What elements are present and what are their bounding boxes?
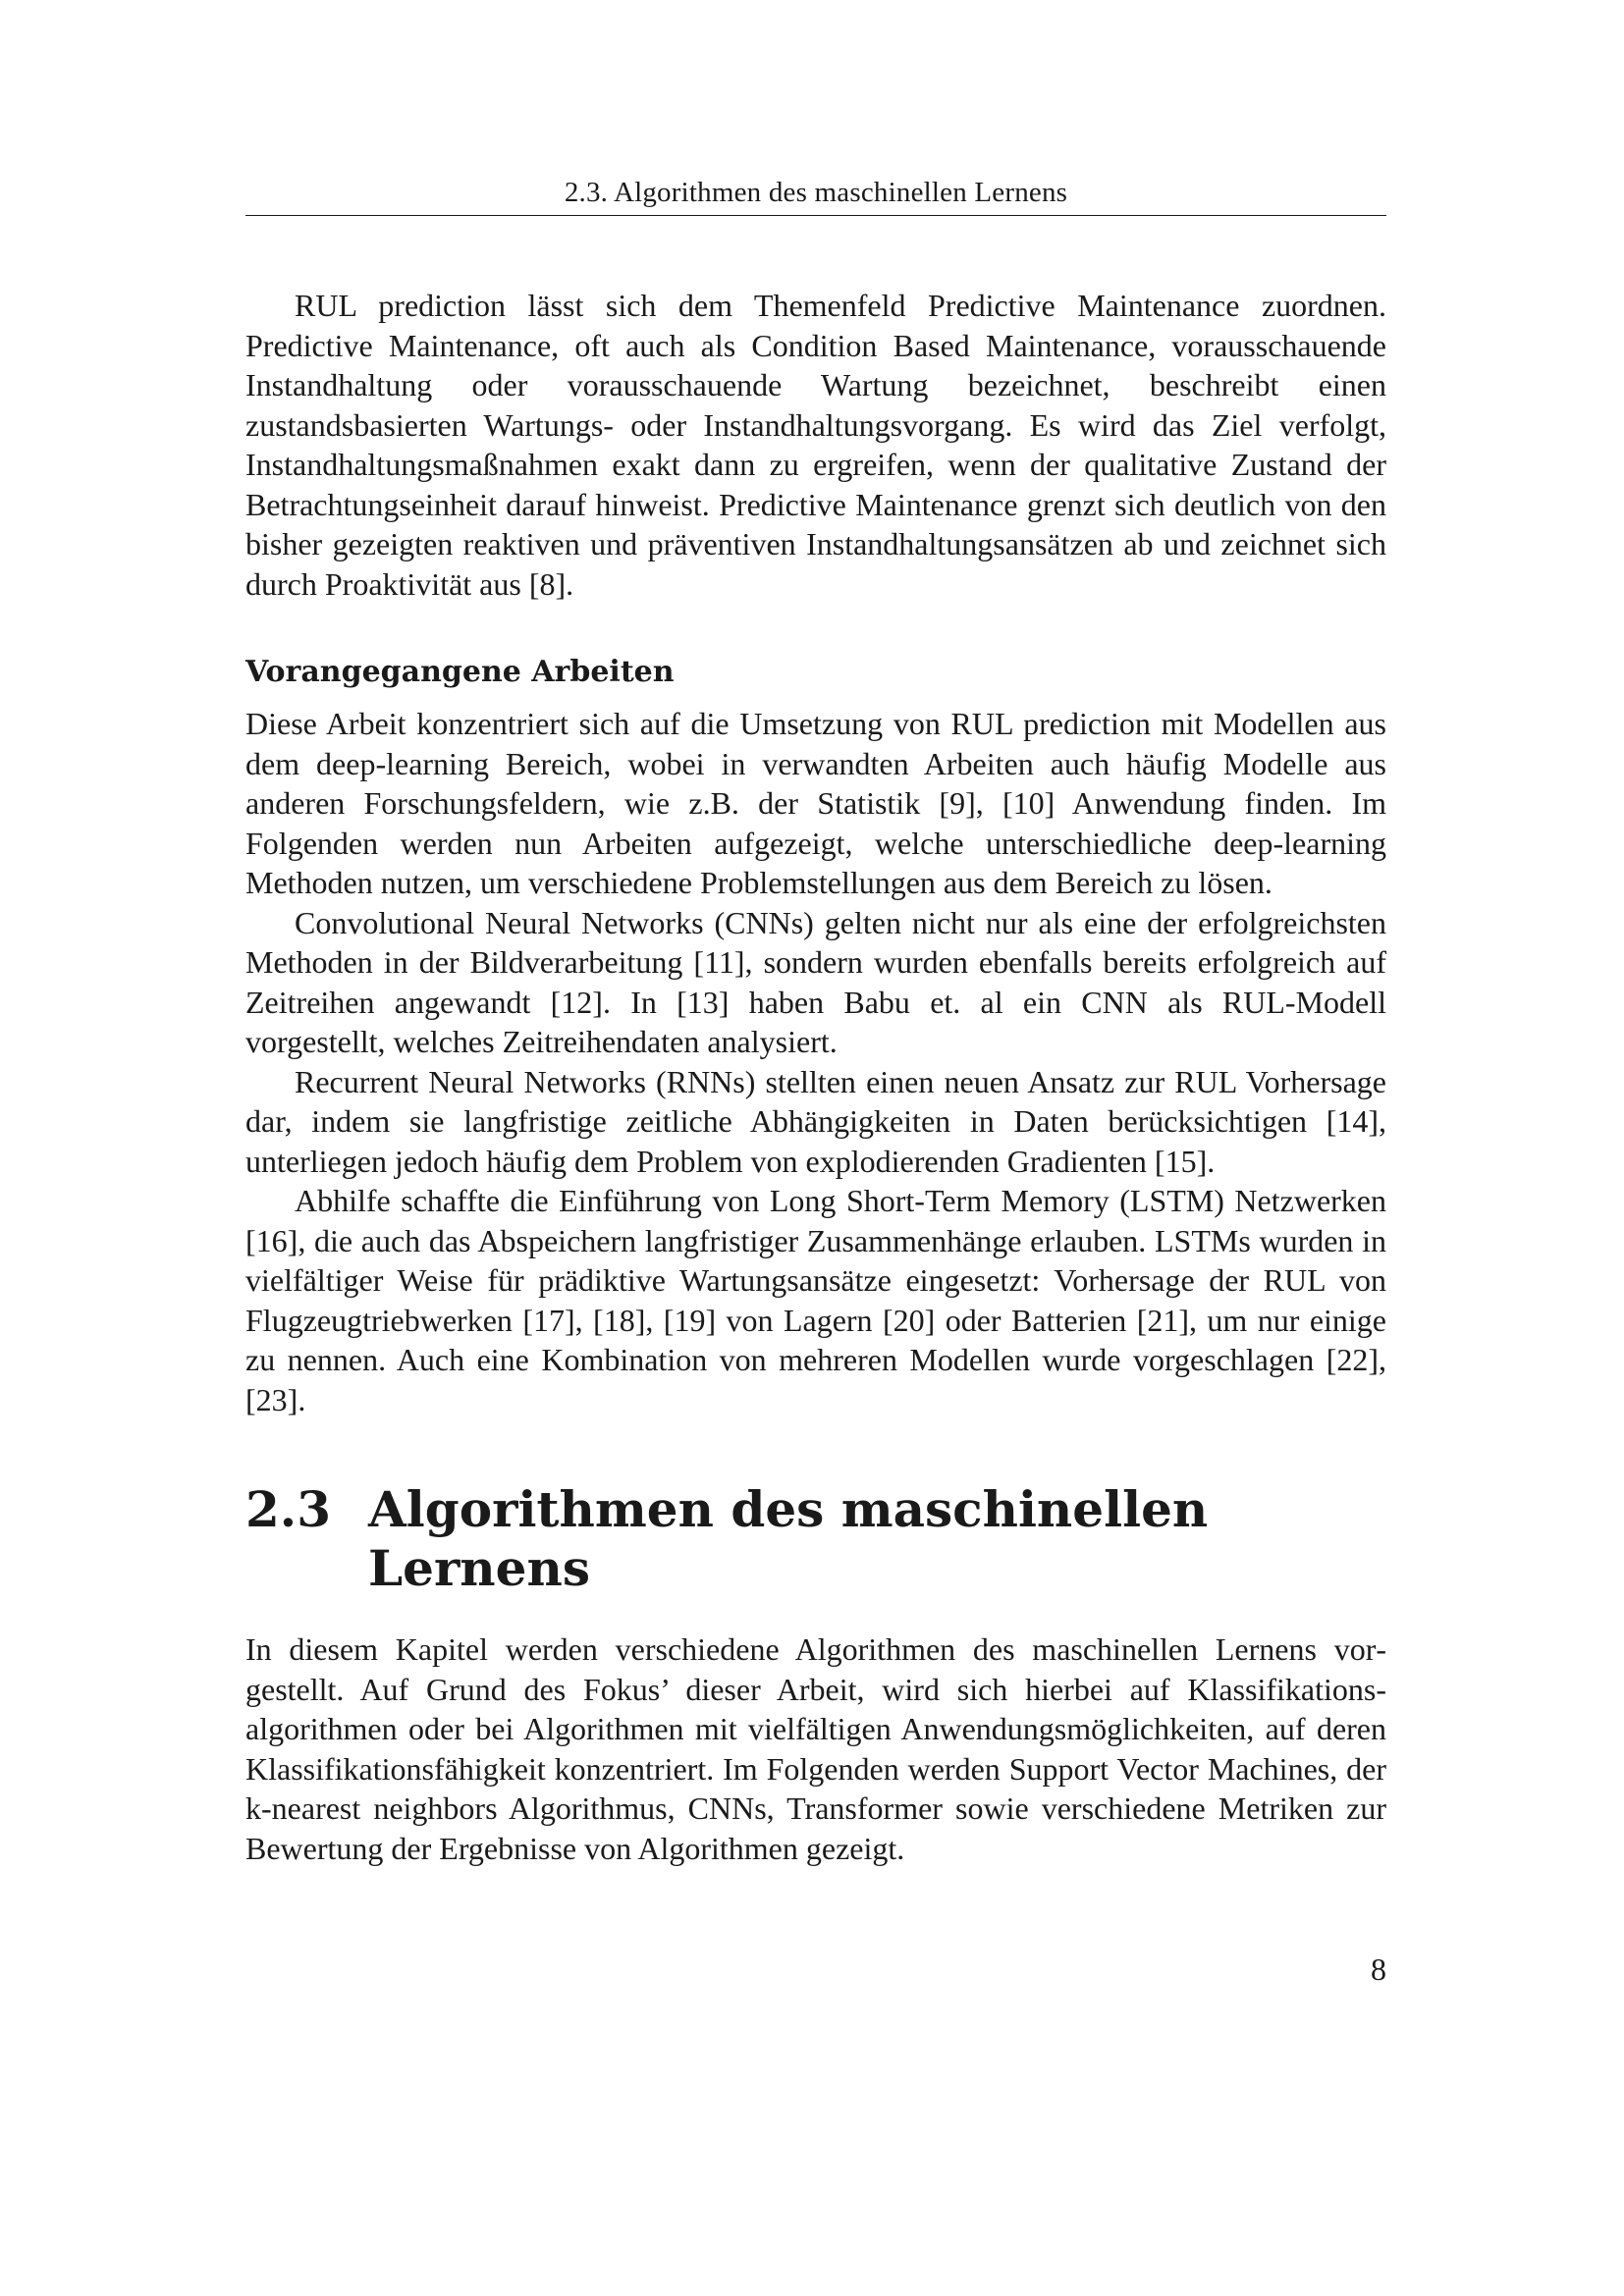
previous-work-paragraph-3: Recurrent Neural Networks (RNNs) stellten einen neuen Ansatz zur RUL Vorhersage dar, indem sie langfristige zeitliche Abhängigkeiten in Daten berücksichtigen [14], unterliegen jedoch häufig dem Problem von explodierenden Gradienten [15]. — [245, 1063, 1386, 1179]
intro-paragraph: RUL prediction lässt sich dem Themenfeld Predictive Maintenance zuordnen. Predictive Maintenance, oft auch als Condition Based Maintenance, vorausschauende Instandhaltung oder vorausschauende Wartung bezeichnet, beschreibt einen zustandsbasierten Wartungs- oder Instandhaltungsvorgang. Es wird das Ziel verfolgt, Instandhaltungsmaßnahmen exakt dann zu ergreifen, wenn der qualitative Zustand der Betrachtungseinheit darauf hinweist. Predictive Maintenance grenzt sich deutlich von den bisher gezeigten reaktiven und präventiven Instandhaltungsansätzen ab und zeichnet sich durch Proaktivität aus [8]. — [245, 288, 1386, 602]
paragraph-heading-previous-work: Vorangegangene Arbeiten — [245, 655, 675, 689]
body-text — [245, 286, 1386, 1868]
section-paragraph: In diesem Kapitel werden verschiedene Algorithmen des maschinellen Lernens vorgestellt. Auf Grund des Fokus’ dieser Arbeit, wird sich hierbei auf Klassifikationsalgorithmen oder bei Algorithmen mit vielfältigen Anwendungsmöglichkeiten, auf deren Klassifikationsfähigkeit konzentriert. Im Folgenden werden Support Vector Machines, der k-nearest neighbors Algorithmus, CNNs, Transformer sowie verschiedene Metriken zur Bewertung der Ergebnisse von Algorithmen gezeigt. — [245, 1631, 1386, 1866]
running-header: 2.3. Algorithmen des maschinellen Lernens — [564, 177, 1068, 208]
previous-work-paragraph-2: Convolutional Neural Networks (CNNs) gelten nicht nur als eine der erfolgreichsten Methoden in der Bildverarbeitung [11], sondern wurden ebenfalls bereits erfolgreich auf Zeitreihen angewandt [12]. In [13] haben Babu et. al ein CNN als RUL-Modell vorgestellt, welches Zeitreihendaten analysiert. — [245, 904, 1386, 1059]
document-page — [245, 0, 1386, 2296]
page-number: 8 — [1371, 1951, 1386, 1987]
section-title: Algorithmen des maschinellen Lernens — [368, 1480, 1209, 1597]
section-number: 2.3 — [245, 1480, 331, 1538]
previous-work-paragraph-4: Abhilfe schaffte die Einführung von Long Short-Term Memory (LSTM) Netzwerken [16], die auch das Abspeichern langfristiger Zusammenhänge erlauben. LSTMs wurden in vielfältiger Weise für prädiktive Wartungsansätze eingesetzt: Vorhersage der RUL von Flugzeugtriebwerken [17], [18], [19] von Lagern [20] oder Batterien [21], um nur einige zu nennen. Auch eine Kombination von mehreren Modellen wurde vorgeschlagen [22], [23]. — [245, 1183, 1386, 1417]
header-rule — [245, 215, 1386, 216]
previous-work-paragraph-1: Diese Arbeit konzentriert sich auf die Umsetzung von RUL prediction mit Modellen aus dem deep-learning Bereich, wobei in verwandten Arbeiten auch häufig Modelle aus anderen Forschungsfeldern, wie z.B. der Statistik [9], [10] Anwendung finden. Im Folgenden werden nun Arbeiten aufgezeigt, welche unterschiedliche deep-learning Methoden nutzen, um verschiedene Problemstellungen aus dem Bereich zu lösen. — [245, 706, 1386, 900]
section-heading — [245, 1480, 1386, 1598]
